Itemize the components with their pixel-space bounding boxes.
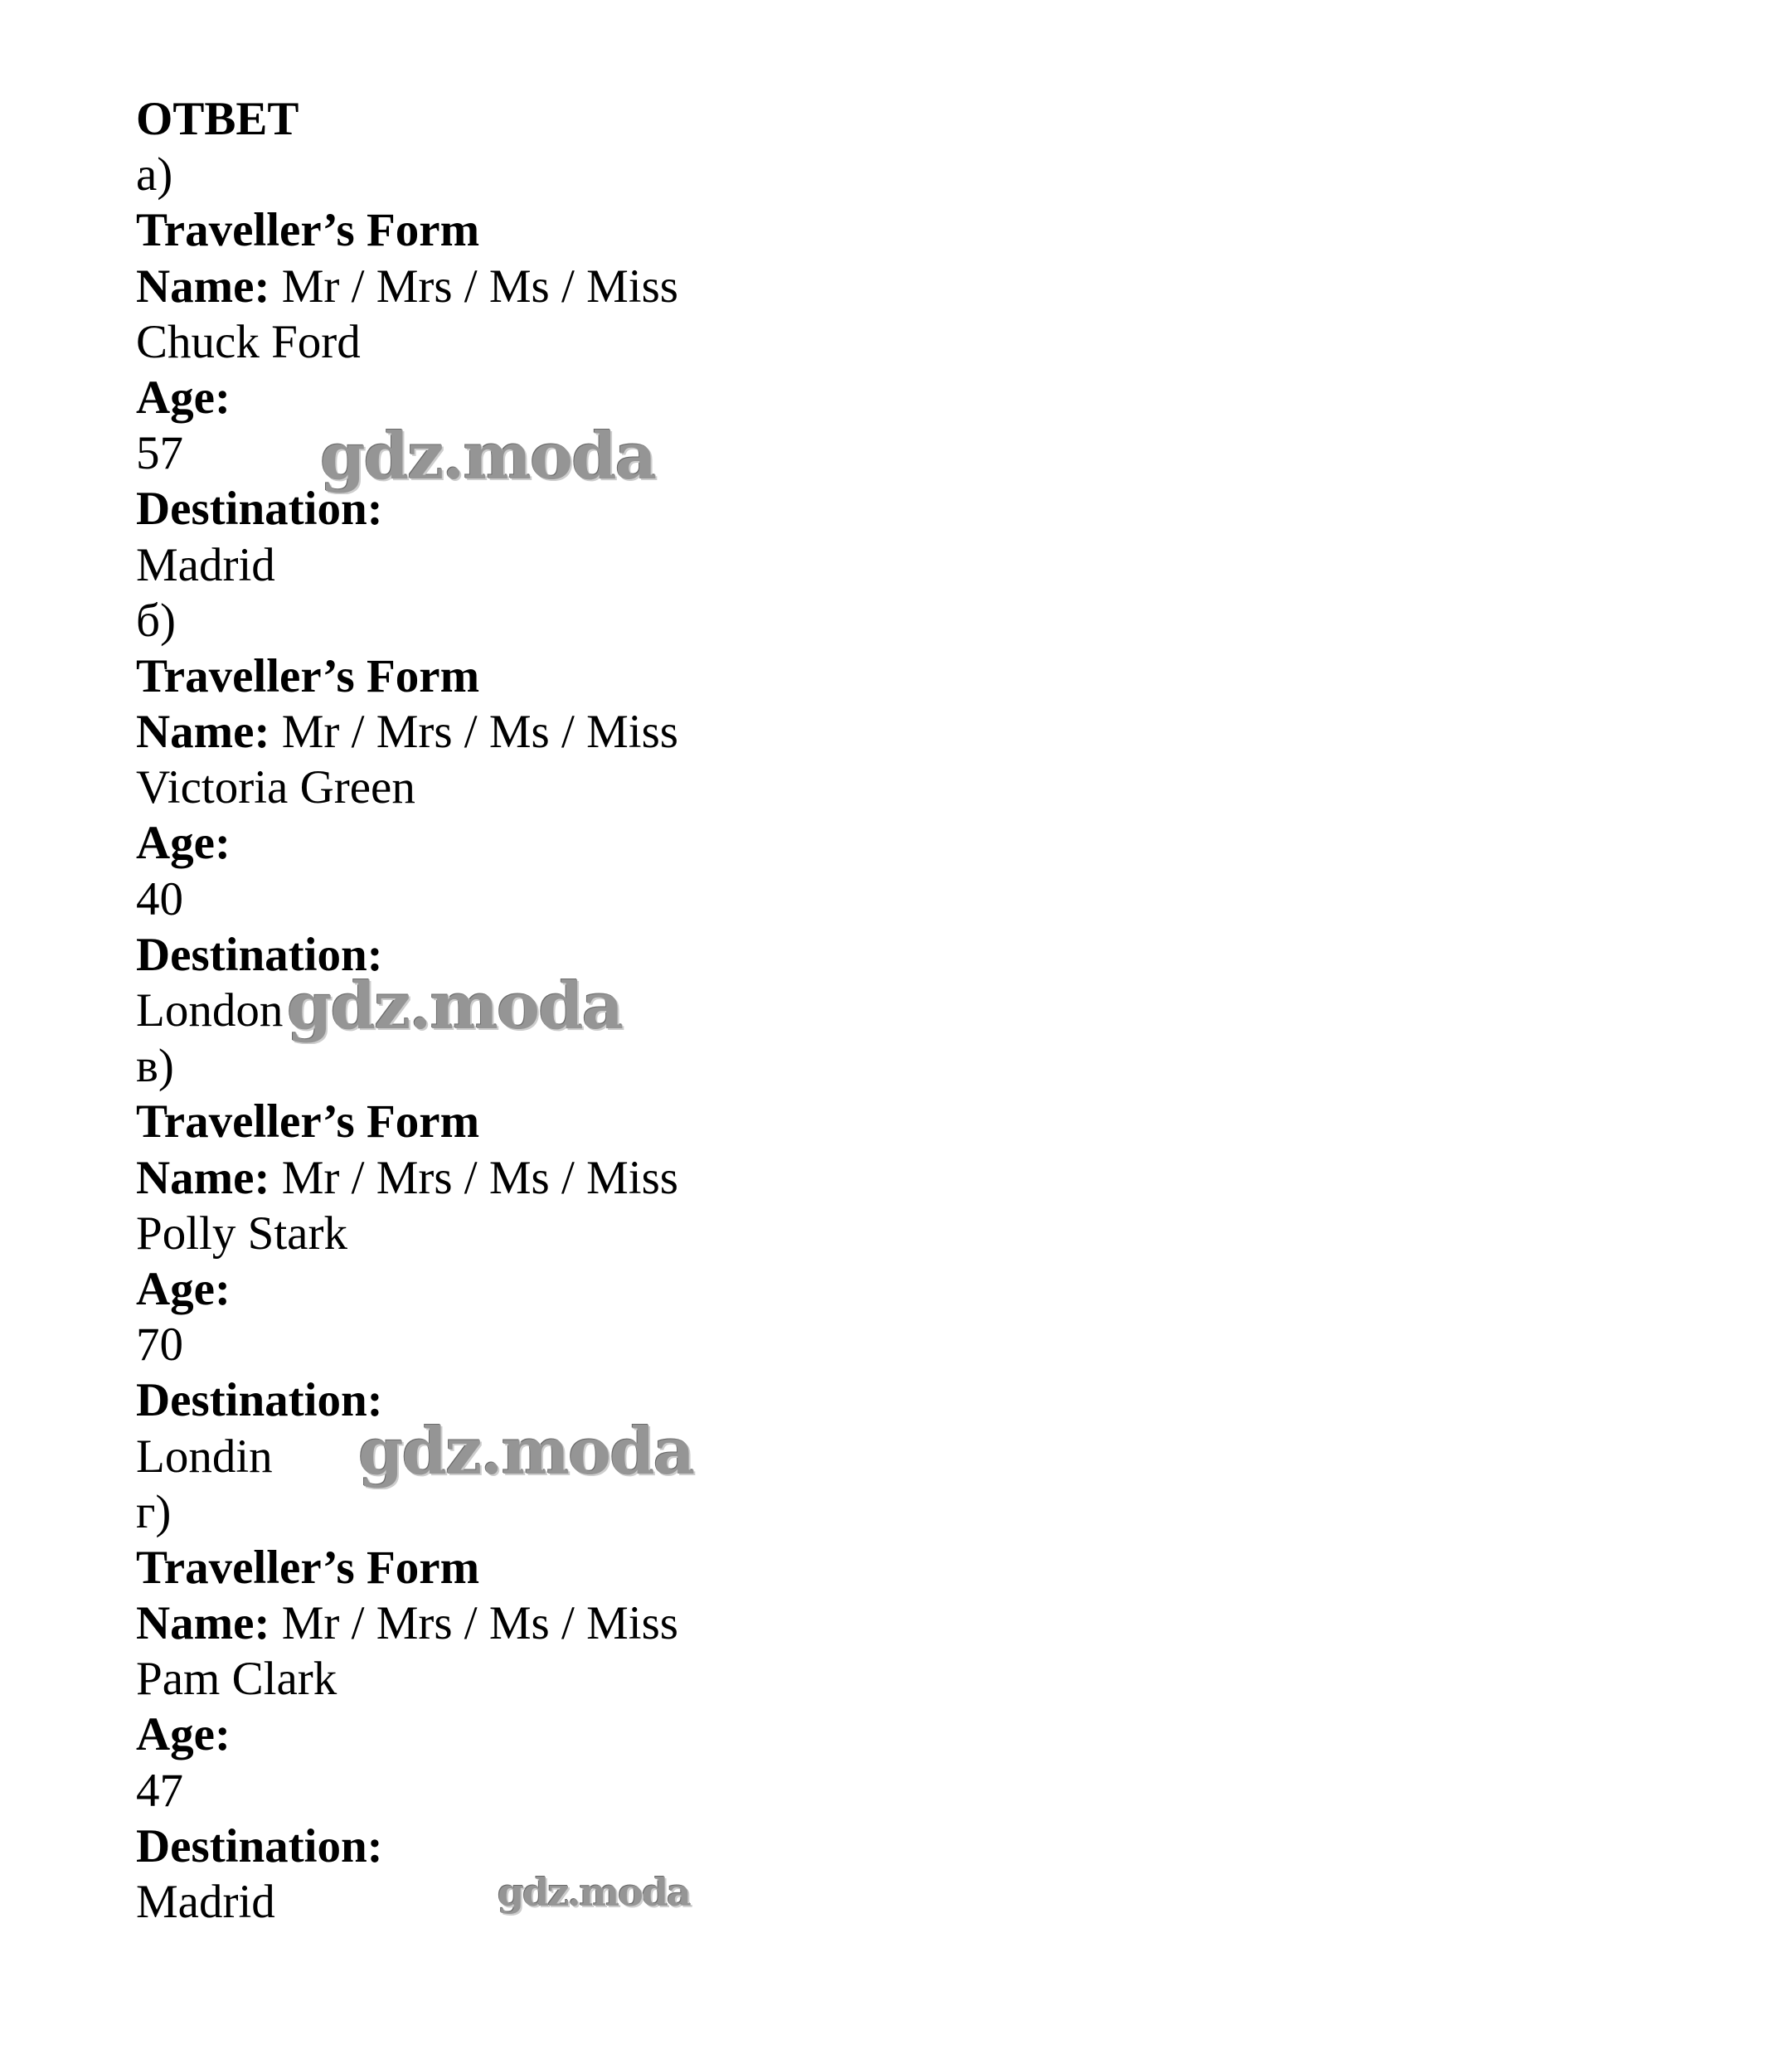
name-row — [136, 1150, 1131, 1206]
watermark: gdz.moda — [498, 1870, 690, 1915]
destination-value: London — [136, 984, 284, 1037]
answer-document — [136, 91, 1131, 1930]
name-options: Mr / Mrs / Ms / Miss — [270, 1151, 678, 1204]
name-label: Name: — [136, 1597, 270, 1650]
age-value: 57 — [136, 427, 183, 480]
answer-heading: ОТВЕТ — [136, 93, 299, 145]
watermark: gdz.moda — [287, 969, 623, 1044]
destination-value: Londin — [136, 1430, 273, 1483]
watermark: gdz.moda — [320, 419, 656, 494]
destination-label: Destination: — [136, 928, 383, 981]
name-row — [136, 704, 1131, 760]
form-marker: а) — [136, 148, 173, 202]
name-value: Chuck Ford — [136, 315, 361, 368]
name-row — [136, 259, 1131, 314]
form-marker: в) — [136, 1040, 174, 1093]
age-label: Age: — [136, 1708, 231, 1761]
form-a — [136, 147, 1131, 593]
name-row — [136, 1595, 1131, 1651]
age-label: Age: — [136, 371, 231, 424]
form-title: Traveller’s Form — [136, 204, 480, 257]
form-title: Traveller’s Form — [136, 1541, 480, 1594]
destination-label: Destination: — [136, 483, 383, 536]
name-value: Victoria Green — [136, 761, 415, 814]
name-label: Name: — [136, 1151, 270, 1204]
age-label: Age: — [136, 817, 231, 870]
watermark: gdz.moda — [358, 1414, 694, 1489]
form-b — [136, 593, 1131, 1039]
form-g — [136, 1484, 1131, 1930]
age-value: 70 — [136, 1319, 183, 1372]
name-options: Mr / Mrs / Ms / Miss — [270, 260, 678, 313]
destination-value: Madrid — [136, 538, 275, 591]
name-label: Name: — [136, 260, 270, 313]
form-marker: б) — [136, 594, 176, 647]
destination-label: Destination: — [136, 1374, 383, 1427]
name-value: Polly Stark — [136, 1207, 347, 1260]
form-marker: г) — [136, 1485, 172, 1538]
age-value: 47 — [136, 1764, 183, 1817]
form-title: Traveller’s Form — [136, 649, 480, 702]
destination-value: Madrid — [136, 1876, 275, 1928]
name-label: Name: — [136, 706, 270, 759]
name-options: Mr / Mrs / Ms / Miss — [270, 1597, 678, 1650]
age-value: 40 — [136, 872, 183, 925]
age-label: Age: — [136, 1262, 231, 1315]
form-title: Traveller’s Form — [136, 1095, 480, 1149]
destination-label: Destination: — [136, 1819, 383, 1872]
name-options: Mr / Mrs / Ms / Miss — [270, 706, 678, 759]
name-value: Pam Clark — [136, 1653, 338, 1706]
